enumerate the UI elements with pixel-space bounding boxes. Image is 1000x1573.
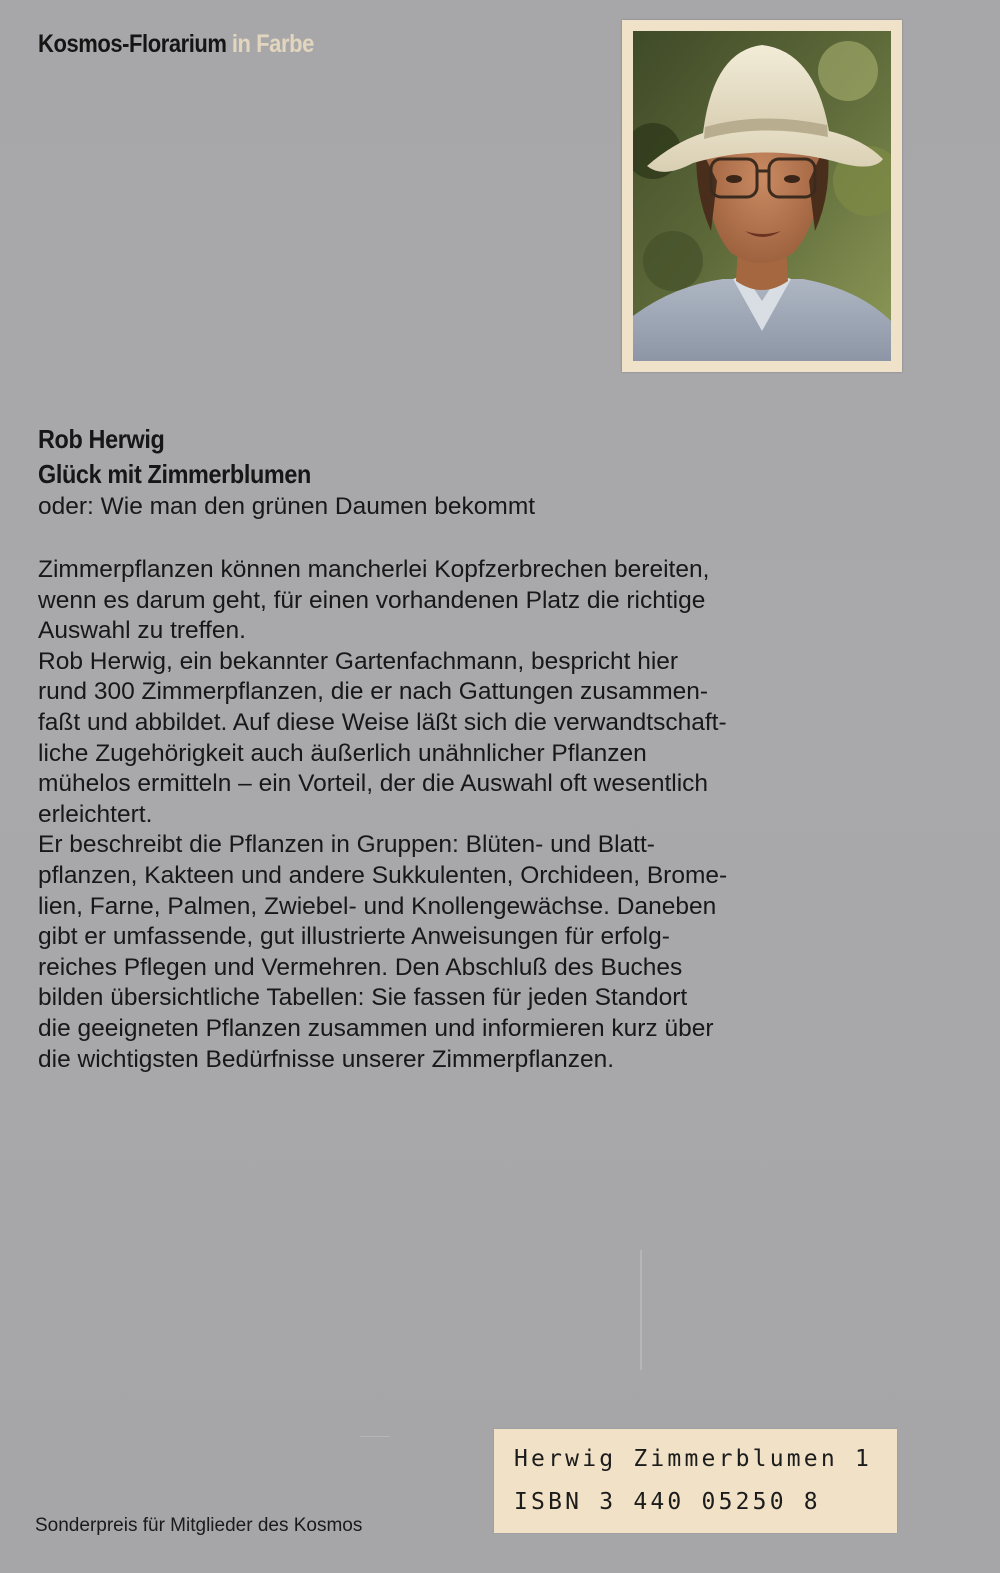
description-line: Auswahl zu treffen. [38,617,246,645]
description-line: Rob Herwig, ein bekannter Gartenfachmann, bespricht hier [38,647,679,675]
description-line: liche Zugehörigkeit auch äußerlich unähnlicher Pflanzen [38,739,647,767]
description-line: wenn es darum geht, für einen vorhandenen Platz die richtige [38,586,706,614]
description-line: erleichtert. [38,800,153,828]
series-accent: in Farbe [231,30,314,58]
description-line: die geeigneten Pflanzen zusammen und informieren kurz über [38,1014,714,1042]
description-line: lien, Farne, Palmen, Zwiebel- und Knollengewächse. Daneben [38,892,717,920]
cover-scratch [360,1436,390,1437]
author-photo-frame [622,20,902,372]
description-line: Zimmerpflanzen können mancherlei Kopfzerbrechen bereiten, [38,556,710,583]
series-name: Kosmos-Florarium [38,30,227,58]
description-line: gibt er umfassende, gut illustrierte Anweisungen für erfolg- [38,923,670,951]
member-price-note: Sonderpreis für Mitglieder des Kosmos [35,1515,363,1536]
book-author: Rob Herwig [38,424,165,454]
description-line: Er beschreibt die Pflanzen in Gruppen: Blüten- und Blatt- [38,831,655,859]
book-description [38,555,938,1075]
book-title: Glück mit Zimmerblumen [38,459,311,489]
author-photo [633,31,891,361]
description-line: reiches Pflegen und Vermehren. Den Abschluß des Buches [38,953,683,981]
label-isbn-line: ISBN 3 440 05250 8 [514,1489,821,1515]
description-line: die wichtigsten Bedürfnisse unserer Zimmerpflanzen. [38,1045,615,1073]
label-title-line: Herwig Zimmerblumen 1 [514,1446,872,1472]
description-line: mühelos ermitteln – ein Vorteil, der die Auswahl oft wesentlich [38,770,709,798]
description-line: bilden übersichtliche Tabellen: Sie fassen für jeden Standort [38,984,688,1012]
description-line: pflanzen, Kakteen und andere Sukkulenten, Orchideen, Brome- [38,861,728,889]
isbn-label [494,1429,897,1533]
description-line: faßt und abbildet. Auf diese Weise läßt sich die verwandtschaft- [38,708,727,736]
author-portrait-illustration [633,31,891,361]
description-line: rund 300 Zimmerpflanzen, die er nach Gattungen zusammen- [38,678,709,706]
series-title [38,30,314,59]
book-subtitle: oder: Wie man den grünen Daumen bekommt [38,493,536,520]
cover-crease [640,1250,642,1370]
